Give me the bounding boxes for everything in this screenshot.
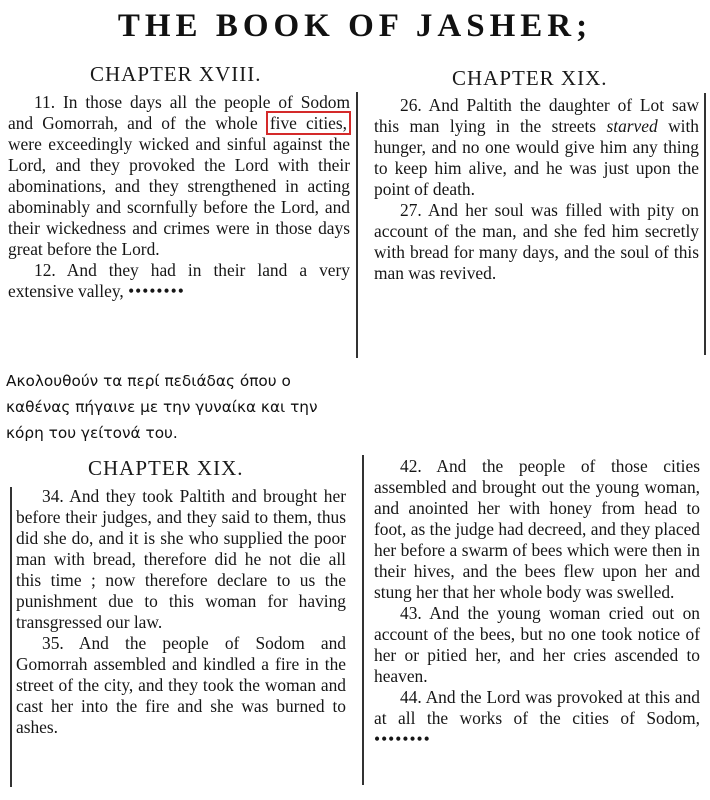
column-rule-top-left xyxy=(356,92,358,358)
verse-43: 43. And the young woman cried out on account of the bees, but no one took notice of her or pitied her, and her cries ascended to heaven. xyxy=(374,603,700,686)
chapter-heading-top-right: CHAPTER XIX. xyxy=(452,66,608,90)
greek-note: Ακολουθούν τα περί πεδιάδας όπου ο καθένας πήγαινε με την γυναίκα και την κόρη του γείτονά του. xyxy=(6,372,318,442)
verse-35: 35. And the people of Sodom and Gomorrah assembled and kindled a fire in the street of the city, and they took the woman and cast her into the fire and she was burned to ashes. xyxy=(16,633,346,737)
verse-27: 27. And her soul was filled with pity on account of the man, and she fed him secretly with bread for many days, and the soul of this man was revived. xyxy=(374,200,699,283)
column-rule-bottom-left xyxy=(10,487,12,787)
verse-11 xyxy=(8,92,350,260)
verse-26-text-b: with hunger, and no one would give him any thing to keep him alive, and he was just upon the point of death. xyxy=(374,116,699,199)
verse-11-text-a: 11. In those days all the people of Sodom and Gomorrah, and of the whole xyxy=(8,92,350,133)
chapter-heading-top-left: CHAPTER XVIII. xyxy=(90,62,262,86)
column-rule-bottom-right xyxy=(362,455,364,785)
verse-26-text-a: 26. And Paltith the daughter of Lot saw this man lying in the streets xyxy=(374,95,699,136)
starved-italic: starved xyxy=(606,116,658,136)
verse-44-text: 44. And the Lord was provoked at this and at all the works of the cities of Sodom, xyxy=(374,687,700,728)
text-column-bottom-left xyxy=(16,486,346,738)
chapter-heading-bottom-left: CHAPTER XIX. xyxy=(88,456,244,480)
verse-44 xyxy=(374,687,700,750)
five-cities-highlight: five cities, xyxy=(266,111,351,135)
column-rule-top-right xyxy=(704,93,706,355)
verse-26 xyxy=(374,95,699,200)
book-title: THE BOOK OF JASHER; xyxy=(117,8,593,44)
verse-42: 42. And the people of those cities assembled and brought out the young woman, and anointed her with honey from head to foot, as the judge had decreed, and they placed her before a swarm of bees which were then in their hives, and the bees flew upon her and stung her that her whole body was swelled. xyxy=(374,456,700,602)
verse-11-text-b: were exceedingly wicked and sinful against the Lord, and they provoked the Lord with their abominations, and they strengthened in acting abominably and scornfully before the Lord, and their wickedness and crimes were in those days great before the Lord. xyxy=(8,134,350,259)
ellipsis-dots: •••••••• xyxy=(128,281,185,301)
text-column-top-right xyxy=(374,95,699,284)
verse-12 xyxy=(8,260,350,302)
text-column-top-left xyxy=(8,92,350,302)
text-column-bottom-right xyxy=(374,456,700,750)
ellipsis-dots-bottom: •••••••• xyxy=(374,729,431,749)
verse-34: 34. And they took Paltith and brought her before their judges, and they said to them, thus did she do, and it is she who supplied the poor man with bread, therefore did he not die all this time ; now therefore declare to us the punishment due to this woman for having transgressed our law. xyxy=(16,486,346,632)
verse-12-text: 12. And they had in their land a very extensive valley, xyxy=(8,260,350,301)
